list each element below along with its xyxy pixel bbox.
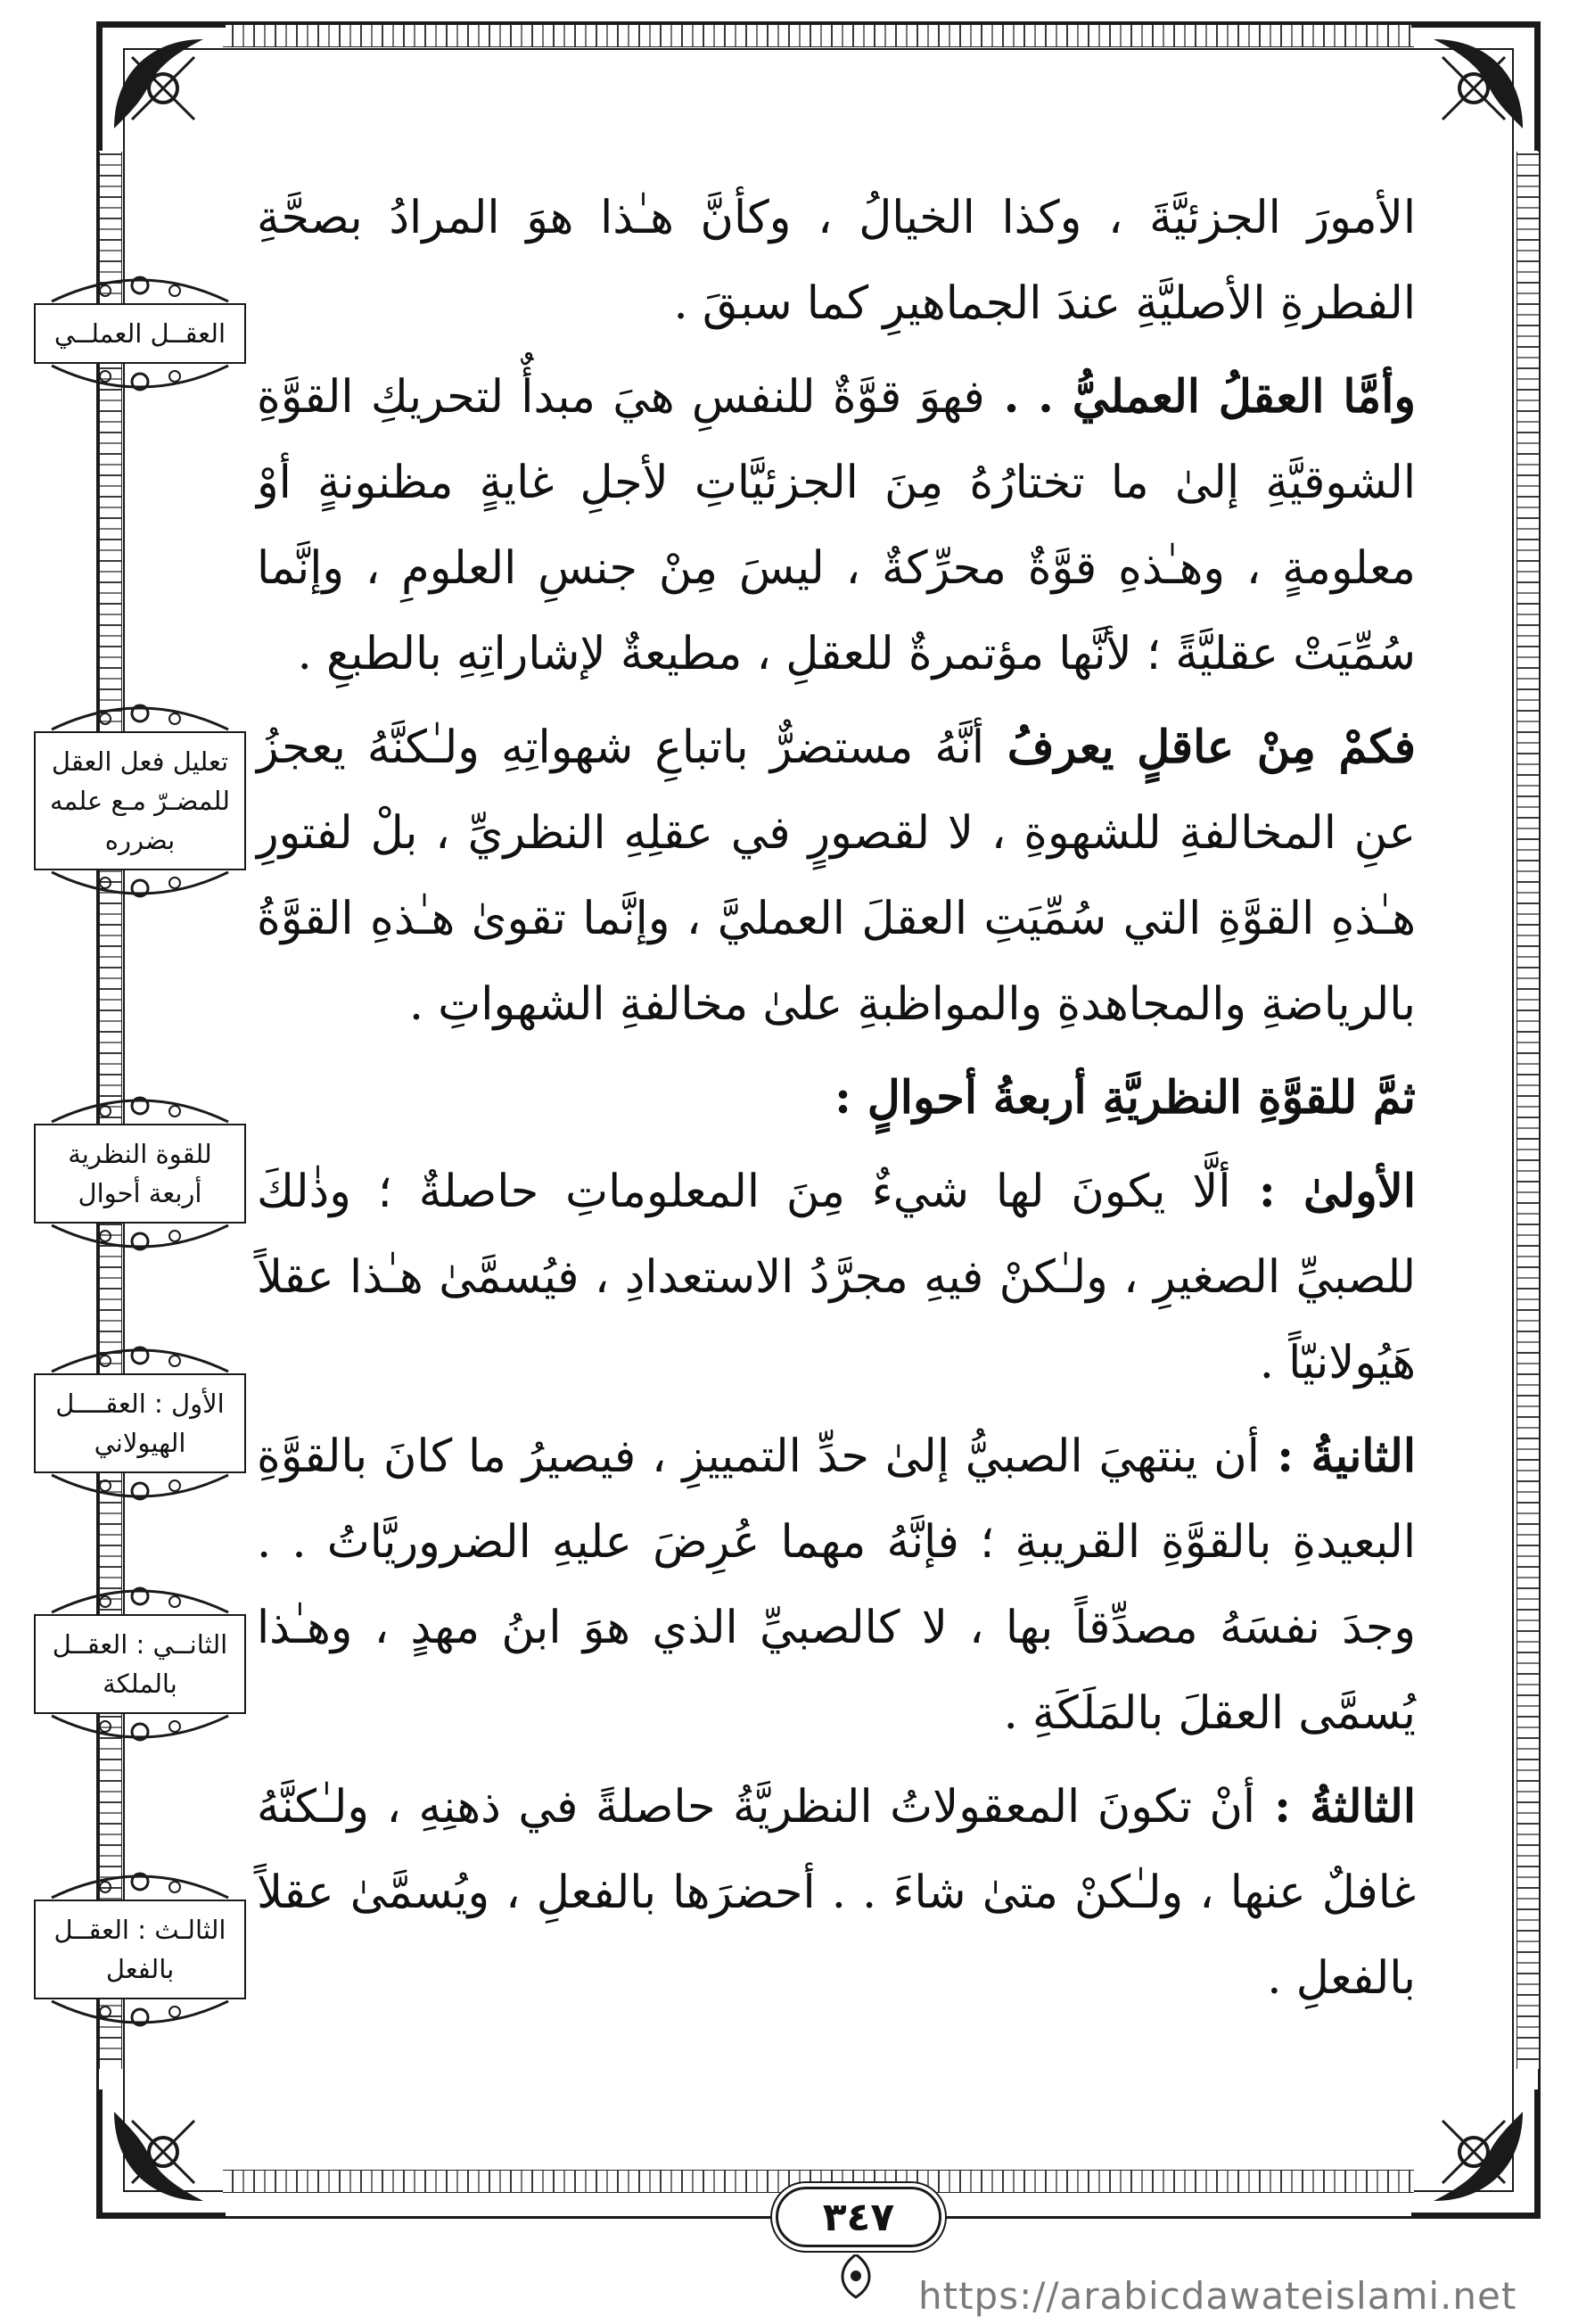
margin-ornament-icon	[34, 1473, 246, 1509]
watermark-url: https://arabicdawateislami.net	[918, 2274, 1517, 2318]
paragraph-lead: فكمْ مِنْ عاقلٍ يعرفُ	[984, 721, 1416, 774]
margin-note-text: الثالـث : العقــل بالفعل	[34, 1900, 246, 1999]
margin-note-text: الثانــي : العقــل بالملكة	[34, 1614, 246, 1714]
paragraph-lead: الأولىٰ :	[1230, 1165, 1416, 1218]
paragraph-text: ألَّا يكونَ لها شيءٌ مِنَ المعلوماتِ حاصلةٌ ؛ وذٰلكَ للصبيِّ الصغيرِ ، ولـٰكنْ فيهِ مجرَّدُ الاستعدادِ ، فيُسمَّىٰ هـٰذا عقلاً هَيُولانيّاً .	[257, 1166, 1416, 1389]
paragraph-lead: وأمَّا العقلُ العمليُّ . .	[984, 370, 1416, 424]
ornamental-band-top	[223, 24, 1414, 47]
paragraph-text: فهوَ قوَّةٌ للنفسِ هيَ مبدأٌ لتحريكِ القوَّةِ الشوقيَّةِ إلىٰ ما تختارُهُ مِنَ الجزئيَّاتِ لأجلِ غايةٍ مظنونةٍ أوْ معلومةٍ ، وهـٰذهِ قوَّةٌ محرِّكةٌ ، ليسَ مِنْ جنسِ العلومِ ، وإنَّما سُمِّيَتْ عقليَّةً ؛ لأنَّها مؤتمرةٌ للعقلِ ، مطيعةٌ لإشاراتِهِ بالطبعِ .	[257, 371, 1416, 680]
paragraph	[257, 1055, 1416, 1141]
paragraph	[257, 1764, 1416, 2022]
corner-ornament-icon	[1407, 2085, 1541, 2219]
page-number: ٣٤٧	[776, 2187, 941, 2247]
main-text	[257, 175, 1416, 2155]
margin-note	[34, 696, 246, 906]
margin-ornament-icon	[34, 696, 246, 731]
corner-ornament-icon	[1407, 21, 1541, 155]
margin-note-text: تعليل فعل العقل للمضـرّ مـع علمه بضرره	[34, 731, 246, 870]
margin-note	[34, 1864, 246, 2035]
margin-ornament-icon	[34, 1999, 246, 2035]
margin-ornament-icon	[34, 1714, 246, 1750]
margin-ornament-icon	[34, 1578, 246, 1614]
margin-note	[34, 1338, 246, 1509]
margin-ornament-icon	[34, 364, 246, 400]
paragraph-text: أنْ تكونَ المعقولاتُ النظريَّةُ حاصلةً في ذهنِهِ ، ولـٰكنَّهُ غافلٌ عنها ، ولـٰكنْ متىٰ شاءَ . . أحضرَها بالفعلِ ، ويُسمَّىٰ عقلاً بالفعلِ .	[257, 1781, 1416, 2005]
paragraph-text: أنَّهُ مستضرٌّ باتباعِ شهواتِهِ ولـٰكنَّهُ يعجزُ عنِ المخالفةِ للشهوةِ ، لا لقصورٍ في عقلِهِ النظريِّ ، بلْ لفتورِ هـٰذهِ القوَّةِ التي سُمِّيَتِ العقلَ العمليَّ ، وإنَّما تقوىٰ هـٰذهِ القوَّةُ بالرياضةِ والمجاهدةِ والمواظبةِ علىٰ مخالفةِ الشهواتِ .	[257, 721, 1416, 1031]
paragraph-lead: الثالثةُ :	[1255, 1780, 1416, 1834]
margin-note-text: الأول : العقــــل الهيولاني	[34, 1373, 246, 1473]
paragraph	[257, 705, 1416, 1048]
paragraph-lead: ثمَّ للقوَّةِ النظريَّةِ أربعةُ أحوالٍ :	[834, 1071, 1416, 1125]
margin-note	[34, 268, 246, 400]
ornamental-band-right	[1517, 152, 1540, 2069]
margin-ornament-icon	[34, 1338, 246, 1373]
margin-note-text: العقــل العملــي	[34, 303, 246, 364]
paragraph	[257, 354, 1416, 697]
margin-note-text: للقوة النظرية أربعة أحوال	[34, 1124, 246, 1224]
margin-ornament-icon	[34, 1088, 246, 1124]
margin-ornament-icon	[34, 870, 246, 906]
margin-ornament-icon	[34, 1224, 246, 1259]
paragraph-lead: الثانيةُ :	[1259, 1430, 1417, 1483]
paragraph	[257, 1413, 1416, 1757]
medallion-ornament-icon	[829, 2254, 883, 2299]
paragraph-text: الأمورَ الجزئيَّةَ ، وكذا الخيالُ ، وكأنَّ هـٰذا هوَ المرادُ بصحَّةِ الفطرةِ الأصليَّةِ عندَ الجماهيرِ كما سبقَ .	[257, 192, 1416, 330]
margin-ornament-icon	[34, 1864, 246, 1900]
margin-note	[34, 1088, 246, 1259]
corner-ornament-icon	[96, 2085, 230, 2219]
corner-ornament-icon	[96, 21, 230, 155]
margin-ornament-icon	[34, 268, 246, 303]
paragraph-text: أن ينتهيَ الصبيُّ إلىٰ حدِّ التمييزِ ، فيصيرُ ما كانَ بالقوَّةِ البعيدةِ بالقوَّةِ القريبةِ ؛ فإنَّهُ مهما عُرِضَ عليهِ الضروريَّاتُ . . وجدَ نفسَهُ مصدِّقاً بها ، لا كالصبيِّ الذي هوَ ابنُ مهدٍ ، وهـٰذا يُسمَّى العقلَ بالمَلَكَةِ .	[257, 1430, 1416, 1740]
paragraph	[257, 1149, 1416, 1406]
paragraph	[257, 175, 1416, 347]
margin-note	[34, 1578, 246, 1750]
